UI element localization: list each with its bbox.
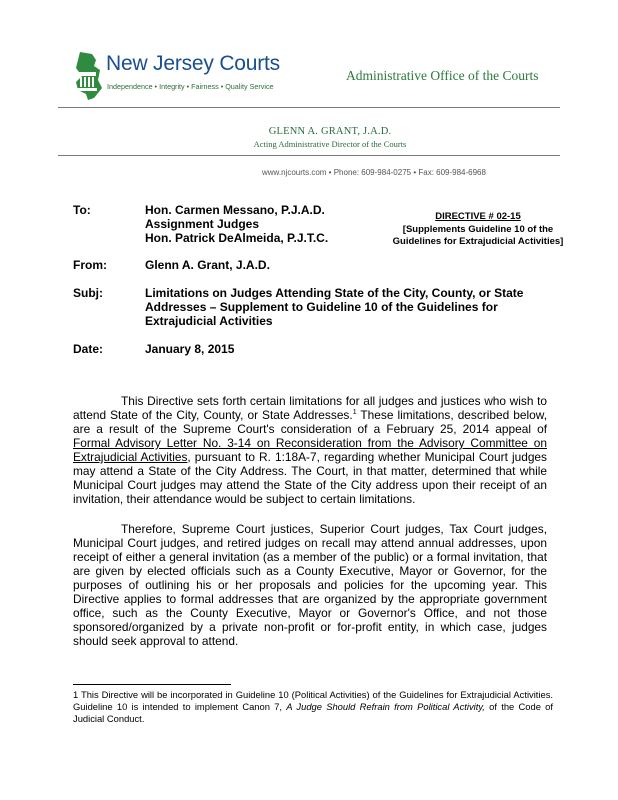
canon-title: A Judge Should Refrain from Political Activity, xyxy=(286,701,485,712)
footnote-ref[interactable]: 1 xyxy=(352,409,357,417)
directive-box xyxy=(378,211,578,249)
paragraph-2 xyxy=(73,522,547,648)
p2-text: Therefore, Supreme Court justices, Superior Court judges, Tax Court judges, Municipal Court judges, and retired judges on recall may attend annual addresses, upon receipt of either a general invitation (as a member of the public) or a formal invitation, that are given by elected officials such as a County Executive, Mayor or Governor, for the purposes of outlining his or her proposals and policies for the upcoming year. This Directive applies to formal addresses that are organized by the appropriate government office, such as the County Executive, Mayor or Governor's Office, and not those sponsored/organized by a private non-profit or for-profit entity, in which case, judges should seek approval to attend. xyxy=(73,522,547,648)
footnote-text-a: This Directive will be incorporated in Guideline 10 (Political Activities) of the Guidelines for Extrajudicial Activities. Guideline 10 is intended to implement Canon 7, xyxy=(73,689,553,712)
p1-text-c: , pursuant to R. 1:18A-7, regarding whether Municipal Court judges may attend a State of the City Address. The Court, in that matter, determined that while Municipal Court judges may attend the State of the City address upon their receipt of an invitation, their attendance would be subject to certain limitations. xyxy=(73,450,547,506)
from-value: Glenn A. Grant, J.A.D. xyxy=(145,258,270,272)
office-name: Administrative Office of the Courts xyxy=(346,68,539,83)
letterhead-divider xyxy=(58,107,560,108)
subject-value: Limitations on Judges Attending State of the City, County, or State Addresses – Supplement to Guideline 10 of the Guidelines for Extrajudicial Activities xyxy=(145,286,524,328)
nj-courts-logo xyxy=(70,50,280,110)
nj-state-map-icon xyxy=(70,50,106,102)
date-value: January 8, 2015 xyxy=(145,342,235,356)
directive-number: DIRECTIVE # 02-15 xyxy=(435,211,521,222)
letterhead-divider-2 xyxy=(58,155,560,156)
logo-title: New Jersey Courts xyxy=(106,52,280,75)
p1-text-a: This Directive sets forth certain limitations for all judges and justices who wish to attend State of the City, County, or State Addresses. xyxy=(73,394,547,422)
recipient-line: Hon. Carmen Messano, P.J.A.D. xyxy=(145,203,325,217)
recipient-line: Assignment Judges xyxy=(145,217,260,231)
footnote xyxy=(73,689,553,725)
logo-tagline: Independence • Integrity • Fairness • Quality Service xyxy=(107,82,274,91)
directive-note: [Supplements Guideline 10 of the Guidelines for Extrajudicial Activities] xyxy=(392,223,564,247)
recipient-line: Hon. Patrick DeAlmeida, P.J.T.C. xyxy=(145,231,329,245)
footnote-divider xyxy=(73,684,231,685)
from-label: From: xyxy=(73,258,107,272)
p1-text-b: These limitations, described below, are a result of the Supreme Court's consideration of a February 25, 2014 appeal of xyxy=(73,408,547,436)
footnote-text-b: of the Code of Judicial Conduct. xyxy=(73,701,553,724)
to-recipients xyxy=(145,203,328,245)
director-name: GLENN A. GRANT, J.A.D. xyxy=(268,126,392,137)
footnote-number: 1 xyxy=(73,689,79,700)
contact-info: www.njcourts.com • Phone: 609-984-0275 • Fax: 609-984-6968 xyxy=(262,168,486,177)
to-label: To: xyxy=(73,203,91,217)
subject-label: Subj: xyxy=(73,286,103,300)
director-title: Acting Administrative Director of the Courts xyxy=(253,139,407,149)
paragraph-1 xyxy=(73,394,547,506)
date-label: Date: xyxy=(73,342,104,356)
advisory-letter-link: Formal Advisory Letter No. 3-14 on Reconsideration from the Advisory Committee on Extrajudicial Activities xyxy=(73,436,547,464)
